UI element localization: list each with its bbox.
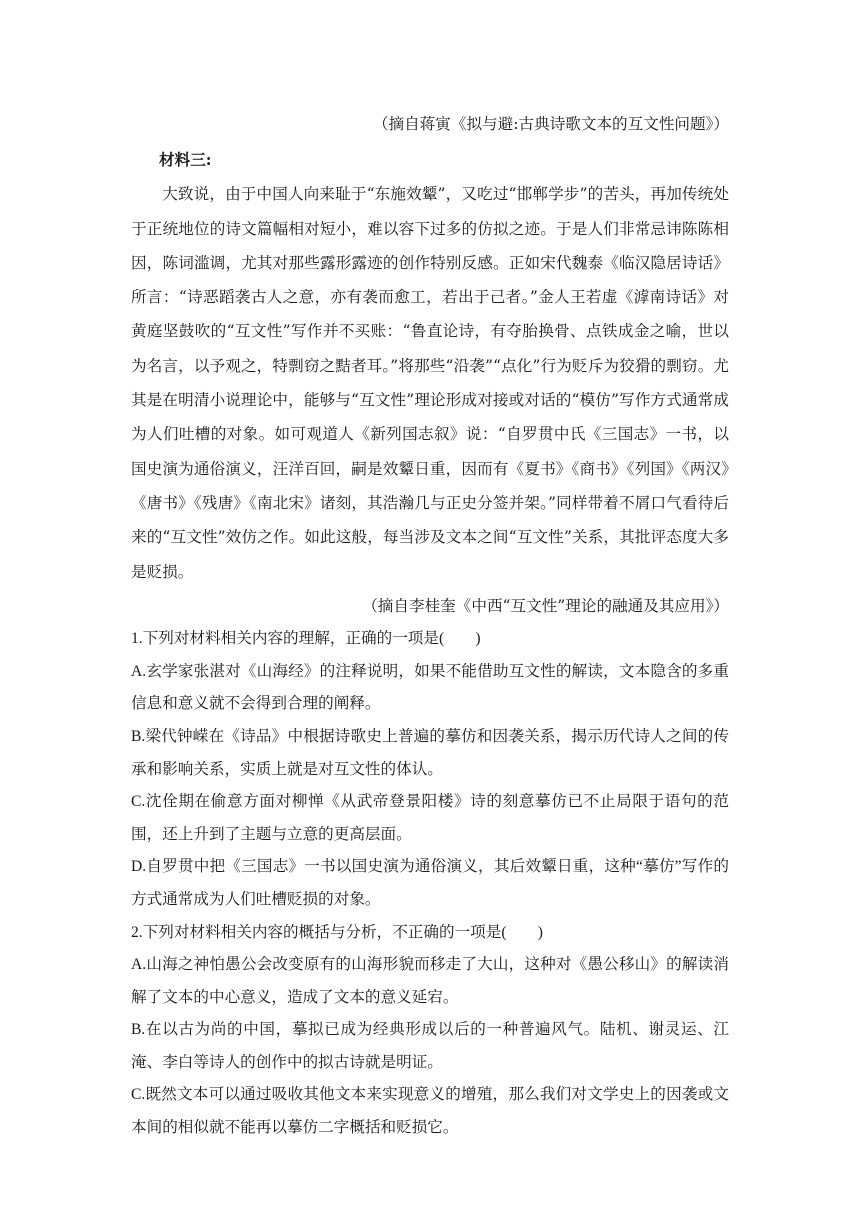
source-citation-top: （摘自蒋寅《拟与避:古典诗歌文本的互文性问题》） [372, 115, 729, 133]
question-2-option-b: B.在以古为尚的中国，摹拟已成为经典形成以后的一种普遍风气。陆机、谢灵运、江淹、李白等诗人的创作中的拟古诗就是明证。 [131, 1021, 729, 1071]
question-1-option-c: C.沈佺期在偷意方面对柳惮《从武帝登景阳楼》诗的刻意摹仿已不止局限于语句的范围，还上升到了主题与立意的更高层面。 [131, 793, 729, 843]
material-three-heading: 材料三: [159, 150, 212, 170]
material-three-source: （摘自李桂奎《中西“互文性”理论的融通及其应用》） [362, 596, 729, 615]
question-2-option-c: C.既然文本可以通过吸收其他文本来实现意义的增殖，那么我们对文学史上的因袭或文本间的相似就不能再以摹仿二字概括和贬损它。 [131, 1086, 729, 1137]
question-1-option-d: D.自罗贯中把《三国志》一书以国史演为通俗演义，其后效颦日重，这种“摹仿”写作的方式通常成为人们吐槽贬损的对象。 [131, 858, 729, 908]
material-three-body: 大致说，由于中国人向来耻于“东施效颦”，又吃过“邯郸学步”的苦头，再加传统处于正统地位的诗文篇幅相对短小，难以容下过多的仿拟之迹。于是人们非常忌讳陈陈相因，陈词滥调，尤其对那些露形露迹的创作特别反感。正如宋代魏泰《临汉隐居诗话》所言：“诗恶蹈袭古人之意，亦有袭而愈工，若出于己者。”金人王若虚《滹南诗话》对黄庭坚鼓吹的“互文性”写作并不买账：“鲁直论诗，有夺胎换骨、点铁成金之喻，世以为名言，以予观之，特剽窃之黠者耳。”将那些“沿袭”“点化”行为贬斥为狡猾的剽窃。尤其是在明清小说理论中，能够与“互文性”理论形成对接或对话的“模仿”写作方式通常成为人们吐槽的对象。如可观道人《新列国志叙》说：“自罗贯中氏《三国志》一书，以国史演为通俗演义，汪洋百回，嗣是效颦日重，因而有《夏书》《商书》《列国》《两汉》《唐书》《残唐》《南北宋》诸刻，其浩瀚几与正史分签并架。”同样带着不屑口气看待后来的“互文性”效仿之作。如此这般，每当涉及文本之间“互文性”关系，其批评态度大多是贬损。 [131, 185, 729, 581]
question-2-option-a: A.山海之神怕愚公会改变原有的山海形貌而移走了大山，这种对《愚公移山》的解读消解了文本的中心意义，造成了文本的意义延宕。 [131, 956, 729, 1006]
page-content [131, 107, 729, 1145]
question-1-option-b: B.梁代钟嵘在《诗品》中根据诗歌史上普遍的摹仿和因袭关系，揭示历代诗人之间的传承和影响关系，实质上就是对互文性的体认。 [131, 727, 729, 778]
question-1-stem: 1.下列对材料相关内容的理解，正确的一项是( ) [131, 630, 481, 648]
question-2-stem: 2.下列对材料相关内容的概括与分析，不正确的一项是( ) [131, 923, 543, 941]
question-1-option-a: A.玄学家张湛对《山海经》的注释说明，如果不能借助互文性的解读，文本隐含的多重信息和意义就不会得到合理的阐释。 [131, 662, 729, 713]
